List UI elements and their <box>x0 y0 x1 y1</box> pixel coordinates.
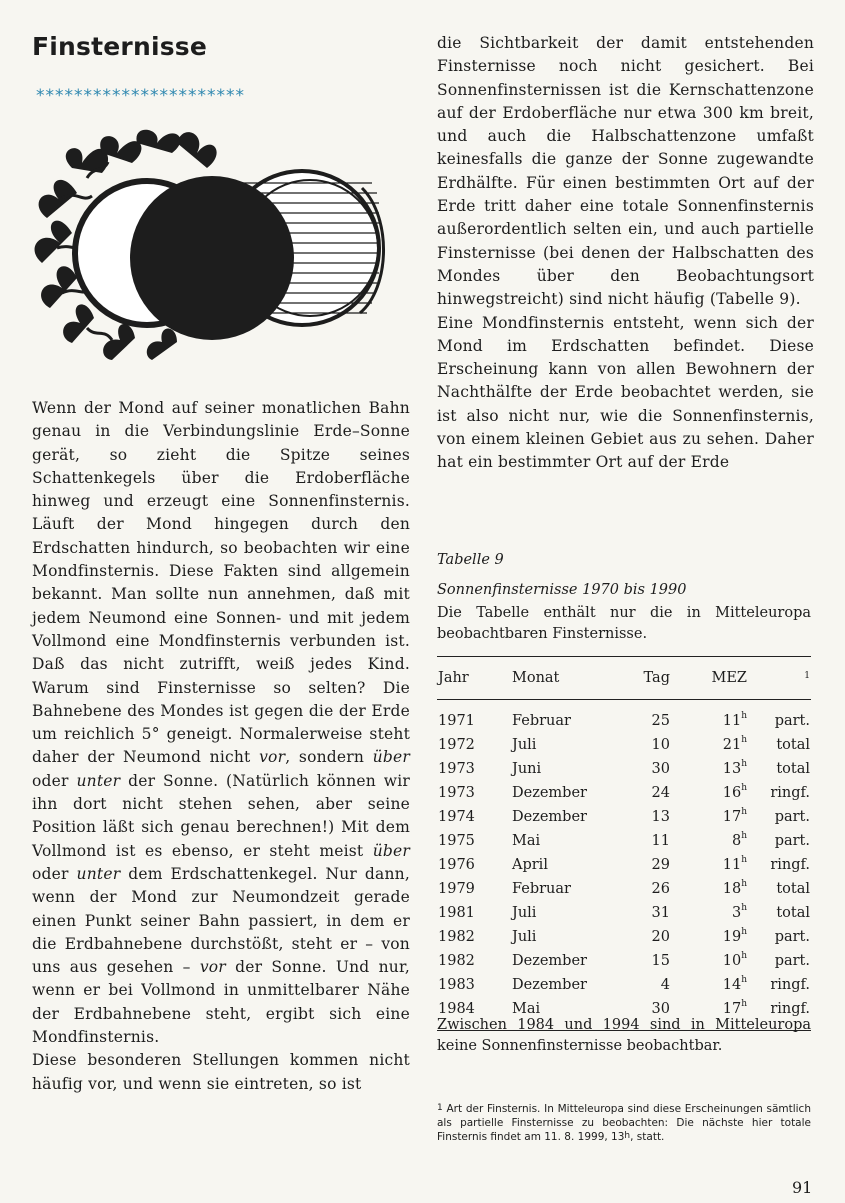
cell-day: 10 <box>651 737 670 753</box>
body-paragraph: die Sichtbarkeit der damit entstehenden Finsternisse noch nicht gesichert. Bei Sonnenfinsternissen ist die Kernschattenzone auf der Erdoberfläche nur etwa 300 km breit, und auch die Halbschattenzone umfaßt keinesfalls die ganze der Sonne zugewandte Erdhälfte. Für einen bestimmten Ort auf der Erde tritt daher eine totale Sonnenfinsternis außerordentlich selten ein, und auch partielle Finsternisse (bei denen der Halbschatten des Mondes über den Beobachtungsort hinwegstreicht) sind nicht häufig (Tabelle 9). <box>437 34 814 309</box>
text-run: oder <box>32 771 69 790</box>
hour-value: 18 <box>722 881 742 897</box>
table-row <box>437 829 811 853</box>
cell-type: part. <box>774 929 810 945</box>
cell-time <box>676 757 763 781</box>
cell-time <box>676 925 763 949</box>
hour-unit: h <box>741 807 747 817</box>
cell-month: Mai <box>512 1001 541 1017</box>
eclipse-illustration-icon <box>32 128 392 363</box>
cell-month: Juli <box>512 905 537 921</box>
footnote-text: Art der Finsternis. In Mitteleuropa sind diese Erscheinungen sämtlich als partielle Finsternisse zu beobachten: Die nächste hier totale Finsternis findet am 11. 8. 1999, 13 <box>437 1103 811 1143</box>
hour-unit: h <box>741 735 747 745</box>
cell-day: 11 <box>651 833 670 849</box>
footnote <box>437 1102 811 1144</box>
page-number: 91 <box>792 1178 813 1197</box>
hour-value: 17 <box>722 809 742 825</box>
hour-unit: h <box>741 903 747 913</box>
cell-month: Juli <box>512 737 537 753</box>
cell-year: 1982 <box>438 953 475 969</box>
cell-month: Juli <box>512 929 537 945</box>
text-run: der Sonne. (Natürlich können wir ihn dort nicht stehen sehen, aber seine Position läßt sich genau berechnen!) Mit dem Vollmond ist es ebenso, er steht meist <box>32 771 410 860</box>
cell-day: 29 <box>651 857 670 873</box>
cell-month: April <box>512 857 548 873</box>
hour-value: 11 <box>722 857 742 873</box>
page-title: Finsternisse <box>32 32 208 61</box>
cell-day: 15 <box>651 953 670 969</box>
body-paragraph: Eine Mondfinsternis entsteht, wenn sich der Mond im Erdschatten befindet. Diese Erscheinung kann von allen Bewohnern der Nachthälfte der Erde beobachtet werden, sie ist also nicht nur, wie die Sonnenfinsternis, von einem kleinen Gebiet aus zu sehen. Daher hat ein bestimmter Ort auf der Erde <box>437 313 814 472</box>
cell-type: total <box>776 905 810 921</box>
cell-day: 26 <box>651 881 670 897</box>
hour-value: 16 <box>722 785 742 801</box>
table-note: Zwischen 1984 und 1994 sind in Mitteleuropa keine Sonnenfinsternisse beobachtbar. <box>437 1017 811 1054</box>
cell-time <box>676 973 763 997</box>
table-title: Sonnenfinsternisse 1970 bis 1990 <box>437 582 687 598</box>
star-ornament: ********************** <box>36 86 245 106</box>
emphasis: vor <box>259 748 286 767</box>
cell-day: 4 <box>660 977 670 993</box>
eclipse-table <box>437 656 811 1031</box>
cell-type: ringf. <box>770 977 810 993</box>
cell-type: ringf. <box>770 857 810 873</box>
right-column-text <box>437 32 814 475</box>
cell-time <box>676 901 763 925</box>
hour-unit: h <box>741 975 747 985</box>
table-row <box>437 925 811 949</box>
hour-value: 17 <box>722 1001 742 1017</box>
cell-time <box>676 829 763 853</box>
cell-type: total <box>776 761 810 777</box>
cell-year: 1982 <box>438 929 475 945</box>
cell-year: 1974 <box>438 809 475 825</box>
footnote-tail: , statt. <box>630 1131 665 1143</box>
cell-year: 1981 <box>438 905 475 921</box>
table-row <box>437 973 811 997</box>
header-type <box>763 657 811 700</box>
emphasis: unter <box>76 771 121 790</box>
hour-value: 14 <box>722 977 742 993</box>
table-row <box>437 949 811 973</box>
cell-day: 31 <box>651 905 670 921</box>
text-run: der Sonne. Und nur, wenn er bei Vollmond in unmittelbarer Nähe der Erdbahnebene steht, ergibt sich eine Mondfinsternis. <box>32 958 410 1047</box>
table-row <box>437 901 811 925</box>
cell-year: 1971 <box>438 713 475 729</box>
cell-year: 1976 <box>438 857 475 873</box>
header-day: Tag <box>643 670 670 686</box>
cell-month: Dezember <box>512 977 587 993</box>
hour-value: 3 <box>731 905 742 921</box>
cell-type: ringf. <box>770 1001 810 1017</box>
cell-time <box>676 853 763 877</box>
hour-value: 13 <box>722 761 742 777</box>
table-row <box>437 733 811 757</box>
footnote-marker: 1 <box>804 671 810 681</box>
emphasis: vor <box>199 958 226 977</box>
hour-value: 10 <box>722 953 742 969</box>
cell-type: part. <box>774 833 810 849</box>
hour-unit: h <box>741 951 747 961</box>
cell-month: Februar <box>512 713 571 729</box>
table-label: Tabelle 9 <box>437 552 504 568</box>
cell-type: part. <box>774 713 810 729</box>
cell-month: Mai <box>512 833 541 849</box>
cell-type: part. <box>774 809 810 825</box>
emphasis: über <box>372 748 410 767</box>
cell-month: Dezember <box>512 953 587 969</box>
table-row <box>437 757 811 781</box>
hour-unit: h <box>741 855 747 865</box>
table-row <box>437 877 811 901</box>
left-column-text <box>32 397 410 1096</box>
body-paragraph <box>32 397 410 1049</box>
table-row <box>437 805 811 829</box>
cell-day: 30 <box>651 761 670 777</box>
cell-type: total <box>776 881 810 897</box>
table-header-row <box>437 657 811 700</box>
cell-time <box>676 877 763 901</box>
cell-month: Februar <box>512 881 571 897</box>
cell-day: 20 <box>651 929 670 945</box>
cell-time <box>676 805 763 829</box>
table-row <box>437 781 811 805</box>
cell-type: total <box>776 737 810 753</box>
table-description: Die Tabelle enthält nur die in Mitteleuropa beobachtbaren Finsternisse. <box>437 605 811 642</box>
new-moon-disc <box>130 176 294 340</box>
cell-time <box>676 949 763 973</box>
cell-year: 1973 <box>438 761 475 777</box>
cell-time <box>676 733 763 757</box>
hour-unit: h <box>624 1131 631 1141</box>
cell-type: part. <box>774 953 810 969</box>
hour-value: 11 <box>722 713 742 729</box>
cell-time <box>676 700 763 734</box>
cell-year: 1972 <box>438 737 475 753</box>
hour-value: 8 <box>731 833 742 849</box>
hour-unit: h <box>741 999 747 1009</box>
cell-year: 1975 <box>438 833 475 849</box>
hour-unit: h <box>741 711 747 721</box>
cell-month: Juni <box>512 761 542 777</box>
cell-month: Dezember <box>512 785 587 801</box>
cell-day: 24 <box>651 785 670 801</box>
hour-value: 19 <box>722 929 742 945</box>
hour-unit: h <box>741 759 747 769</box>
cell-year: 1983 <box>438 977 475 993</box>
cell-month: Dezember <box>512 809 587 825</box>
text-run: oder <box>32 864 69 883</box>
text-run: Wenn der Mond auf seiner monatlichen Bahn genau in die Verbindungslinie Erde–Sonne gerät, so zieht die Spitze seines Schattenkegels über die Erdoberfläche hinweg und erzeugt eine Sonnenfinsternis. Läuft der Mond hingegen durch den Erdschatten hindurch, so beobachten wir eine Mondfinsternis. Diese Fakten sind allgemein bekannt. Man sollte nun annehmen, daß mit jedem Neumond eine Sonnen- und mit jedem Vollmond eine Mondfinsternis verbunden ist. Daß das nicht zutrifft, weiß jedes Kind. Warum sind Finsternisse so selten? Die Bahnebene des Mondes ist gegen die der Erde um reichlich 5° geneigt. Normalerweise steht daher der Neumond nicht <box>32 399 410 767</box>
hour-unit: h <box>741 783 747 793</box>
footnote-marker: 1 <box>437 1103 443 1113</box>
text-run: dem Erdschattenkegel. Nur dann, wenn der Mond zur Neumondzeit gerade einen Punkt seiner Bahn passiert, in dem er die Erdbahnebene durchstößt, steht er – von uns aus gesehen – <box>32 864 410 977</box>
cell-day: 30 <box>651 1001 670 1017</box>
cell-type: ringf. <box>770 785 810 801</box>
hour-unit: h <box>741 879 747 889</box>
cell-time <box>676 781 763 805</box>
hour-value: 21 <box>722 737 742 753</box>
emphasis: über <box>372 841 410 860</box>
cell-year: 1984 <box>438 1001 475 1017</box>
cell-year: 1979 <box>438 881 475 897</box>
text-run: , sondern <box>285 748 365 767</box>
hour-unit: h <box>741 831 747 841</box>
table-row <box>437 853 811 877</box>
cell-day: 25 <box>651 713 670 729</box>
body-paragraph: Diese besonderen Stellungen kommen nicht häufig vor, und wenn sie eintreten, so ist <box>32 1051 410 1093</box>
header-year: Jahr <box>438 670 469 686</box>
header-month: Monat <box>512 670 560 686</box>
cell-day: 13 <box>651 809 670 825</box>
hour-unit: h <box>741 927 747 937</box>
emphasis: unter <box>76 864 121 883</box>
table-row <box>437 700 811 734</box>
cell-year: 1973 <box>438 785 475 801</box>
header-time: MEZ <box>711 670 747 686</box>
